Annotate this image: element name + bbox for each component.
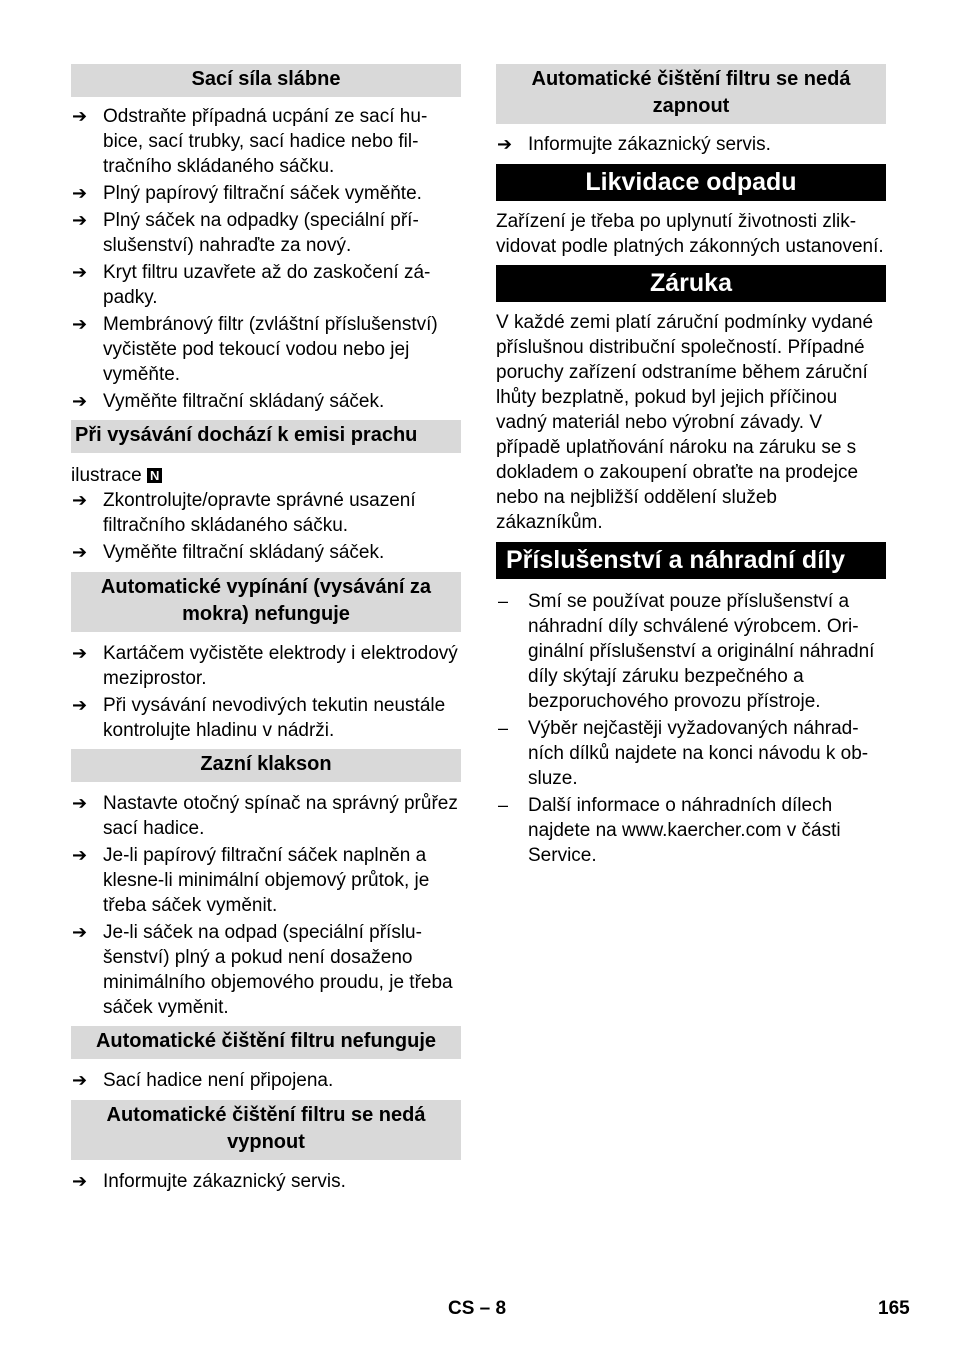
arrow-icon: ➔ [72, 314, 88, 334]
arrow-icon: ➔ [72, 391, 88, 411]
filter-cleaning-cannot-start-list [496, 132, 886, 157]
arrow-icon: ➔ [72, 183, 88, 203]
section-heading-filter-cleaning-cannot-stop: Automatické čištění filtru se nedá vypnout [71, 1100, 461, 1160]
list-item: – Další informace o náhradních dílech najdete na www.kaercher.com v části Service. [498, 795, 841, 866]
suction-weakens-list [71, 104, 461, 414]
section-heading-filter-cleaning-cannot-start: Automatické čištění filtru se nedá zapnout [496, 64, 886, 124]
arrow-icon: ➔ [72, 262, 88, 282]
section-heading-auto-shutoff: Automatické vypínání (vysávání za mokra) nefunguje [71, 572, 461, 632]
arrow-icon: ➔ [497, 134, 513, 154]
dash-icon: – [498, 795, 509, 815]
arrow-icon: ➔ [72, 542, 88, 562]
arrow-icon: ➔ [72, 106, 88, 126]
list-item: ➔ Informujte zákaznický servis. [72, 1171, 346, 1192]
arrow-icon: ➔ [72, 1070, 88, 1090]
list-item: ➔ Kryt filtru uzavřete až do zaskočení západky. [72, 262, 431, 308]
list-item: ➔ Plný papírový filtrační sáček vyměňte. [72, 183, 422, 204]
list-item: ➔ Je-li sáček na odpad (speciální příslušenství) plný a pokud není dosaženo minimálního objemového proudu, je třeba sáček vyměnit. [72, 922, 453, 1018]
list-item: ➔ Kartáčem vyčistěte elektrody i elektrodový meziprostor. [72, 643, 458, 689]
list-item: ➔ Plný sáček na odpadky (speciální příslušenství) nahraďte za nový. [72, 210, 419, 256]
list-item: – Výběr nejčastěji vyžadovaných náhradních dílků najdete na konci návodu k obsluze. [498, 718, 869, 789]
list-item: ➔ Vyměňte filtrační skládaný sáček. [72, 542, 385, 563]
list-item: ➔ Sací hadice není připojena. [72, 1070, 334, 1091]
list-item: – Smí se používat pouze příslušenství a náhradní díly schválené výrobcem. Originální příslušenství a originální náhradní díly skýtají záruku bezpečného a bezporuchového provozu přístroje. [498, 591, 875, 712]
filter-cleaning-fails-list [71, 1068, 461, 1093]
section-heading-suction-weakens: Sací síla slábne [71, 64, 461, 97]
illustration-reference: ilustrace N [71, 463, 461, 488]
footer-section-label: CS – 8 [448, 1298, 507, 1319]
list-item: ➔ Odstraňte případná ucpání ze sací hubice, sací trubky, sací hadice nebo filtračního skládaného sáčku. [72, 106, 428, 177]
section-heading-warranty: Záruka [496, 265, 886, 302]
footer-page-number: 165 [878, 1298, 910, 1319]
left-column [71, 64, 461, 1196]
arrow-icon: ➔ [72, 1171, 88, 1191]
list-item: ➔ Je-li papírový filtrační sáček naplněn a klesne-li minimální objemový průtok, je třeba sáček vyměnit. [72, 845, 430, 916]
arrow-icon: ➔ [72, 643, 88, 663]
illustration-ref-badge: N [147, 468, 162, 483]
arrow-icon: ➔ [72, 922, 88, 942]
arrow-icon: ➔ [72, 793, 88, 813]
arrow-icon: ➔ [72, 695, 88, 715]
list-item: ➔ Při vysávání nevodivých tekutin neustále kontrolujte hladinu v nádrži. [72, 695, 446, 741]
dash-icon: – [498, 718, 509, 738]
section-heading-filter-cleaning-fails: Automatické čištění filtru nefunguje [71, 1026, 461, 1059]
disposal-text: Zařízení je třeba po uplynutí životnosti zlikvidovat podle platných zákonných ustanovení. [496, 211, 884, 257]
right-column [496, 64, 886, 870]
auto-shutoff-list [71, 641, 461, 743]
list-item: ➔ Nastavte otočný spínač na správný průřez sací hadice. [72, 793, 458, 839]
horn-sounds-list [71, 791, 461, 1020]
dust-emission-list [71, 488, 461, 565]
arrow-icon: ➔ [72, 845, 88, 865]
section-heading-accessories: Příslušenství a náhradní díly [496, 542, 886, 579]
section-heading-horn-sounds: Zazní klakson [71, 749, 461, 782]
dash-icon: – [498, 591, 509, 611]
filter-cleaning-cannot-stop-list [71, 1169, 461, 1194]
list-item: ➔ Membránový filtr (zvláštní příslušenství) vyčistěte pod tekoucí vodou nebo jej vyměňte. [72, 314, 438, 385]
list-item: ➔ Informujte zákaznický servis. [497, 134, 771, 155]
list-item: ➔ Zkontrolujte/opravte správné usazení filtračního skládaného sáčku. [72, 490, 416, 536]
arrow-icon: ➔ [72, 490, 88, 510]
list-item: ➔ Vyměňte filtrační skládaný sáček. [72, 391, 385, 412]
section-heading-disposal: Likvidace odpadu [496, 164, 886, 201]
warranty-text: V každé zemi platí záruční podmínky vydané příslušnou distribuční společností. Případné poruchy zařízení odstraníme během záruční lhůty bezplatně, pokud byl jejich příčinou vadný materiál nebo výrobní závady. V případě uplatňování nároku na záruku se s dokladem o zakoupení obraťte na prodejce nebo na nejbližší oddělení služeb zákazníkům. [496, 312, 874, 533]
accessories-list [496, 589, 886, 868]
section-heading-dust-emission: Při vysávání dochází k emisi prachu [71, 420, 461, 453]
arrow-icon: ➔ [72, 210, 88, 230]
